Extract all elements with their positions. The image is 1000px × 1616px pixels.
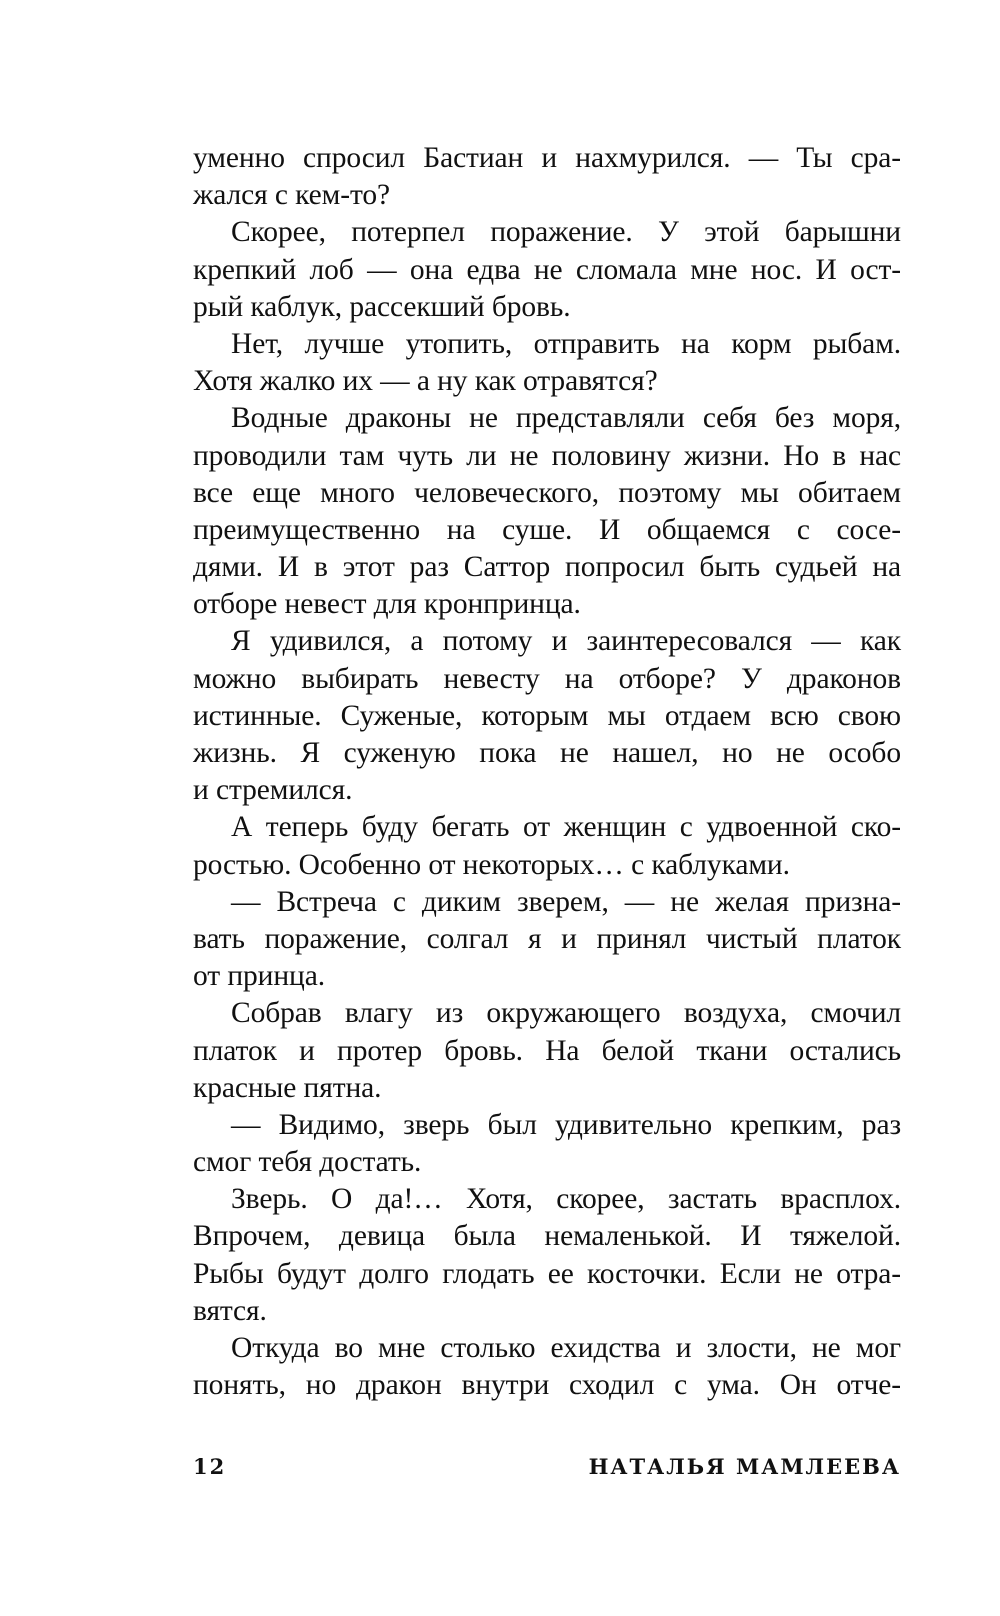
text-line: вятся. [193, 1294, 267, 1327]
text-line: рый каблук, рассекший бровь. [193, 290, 571, 323]
text-line: Нет, лучше утопить, отправить на корм рыбам. [231, 327, 901, 360]
text-line: понять, но дракон внутри сходил с ума. Он отче- [193, 1369, 901, 1402]
text-line: Впрочем, девица была немаленькой. И тяжелой. [193, 1220, 901, 1253]
text-line: ростью. Особенно от некоторых… с каблуками. [193, 848, 790, 881]
text-line: дями. И в этот раз Саттор попросил быть судьей на [193, 551, 901, 584]
text-line: проводили там чуть ли не половину жизни. Но в нас [193, 439, 901, 472]
text-line: от принца. [193, 960, 325, 993]
text-line: можно выбирать невесту на отборе? У драконов [193, 662, 901, 695]
text-line: жался с кем-то? [193, 179, 390, 212]
author-name: НАТАЛЬЯ МАМЛЕЕВА [588, 1454, 901, 1479]
text-line: А теперь буду бегать от женщин с удвоенной ско- [231, 811, 901, 844]
text-line: Хотя жалко их — а ну как отравятся? [193, 365, 658, 398]
text-line: Собрав влагу из окружающего воздуха, смочил [231, 997, 901, 1030]
text-line: отборе невест для кронпринца. [193, 588, 581, 621]
text-line: Скорее, потерпел поражение. У этой барышни [231, 216, 901, 249]
text-line: истинные. Суженые, которым мы отдаем всю свою [193, 699, 901, 732]
page-footer [193, 1454, 901, 1494]
text-line: и стремился. [193, 774, 353, 807]
text-line: красные пятна. [193, 1071, 382, 1104]
text-line: — Видимо, зверь был удивительно крепким, раз [231, 1108, 901, 1141]
text-line: уменно спросил Бастиан и нахмурился. — Ты сра- [193, 142, 901, 174]
text-line: преимущественно на суше. И общаемся с сосе- [193, 513, 901, 546]
text-line: Откуда во мне столько ехидства и злости, не мог [231, 1332, 901, 1364]
text-line: крепкий лоб — она едва не сломала мне нос. И ост- [193, 253, 901, 286]
text-line: Рыбы будут долго глодать ее косточки. Если не отра- [193, 1257, 901, 1290]
text-line: Зверь. О да!… Хотя, скорее, застать врасплох. [231, 1183, 901, 1216]
text-line: вать поражение, солгал я и принял чистый платок [193, 922, 901, 955]
page-body-text [193, 140, 901, 1404]
text-line: Водные драконы не представляли себя без моря, [231, 402, 901, 435]
text-line: Я удивился, а потому и заинтересовался — как [231, 625, 901, 658]
text-line: жизнь. Я суженую пока не нашел, но не особо [193, 737, 901, 769]
text-line: смог тебя достать. [193, 1146, 422, 1179]
text-line: — Встреча с диким зверем, — не желая призна- [231, 885, 901, 918]
page-number: 12 [193, 1454, 227, 1479]
text-line: все еще много человеческого, поэтому мы обитаем [193, 476, 901, 509]
text-line: платок и протер бровь. На белой ткани остались [193, 1034, 901, 1067]
